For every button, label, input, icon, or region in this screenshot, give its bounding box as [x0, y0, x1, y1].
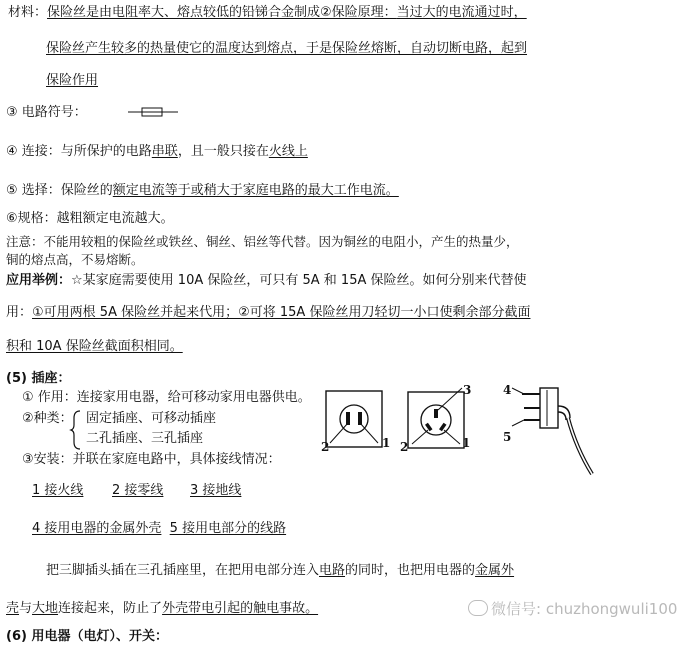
- choose-prefix: ⑤ 选择：保险丝的: [6, 183, 113, 198]
- wire-4-text: 4 接用电器的金属外壳: [32, 521, 162, 536]
- socket-heading-text: 插座：: [31, 371, 71, 386]
- material-line-2: 保险丝产生较多的热量使它的温度达到熔点，于是保险丝熔断，自动切断电路，起到: [46, 41, 528, 56]
- material-line-3: 保险作用: [46, 73, 99, 88]
- choose-line: [6, 182, 399, 200]
- connect-prefix: ④ 连接：与所保护的电路: [6, 144, 152, 159]
- fuse-symbol-icon: [128, 104, 178, 120]
- three-pin-plug-figure: [500, 378, 600, 488]
- connect-u2: 火线上: [268, 144, 308, 159]
- socket-kind-1: 固定插座、可移动插座: [86, 411, 217, 426]
- wire-1-text: 1 接火线: [32, 483, 84, 498]
- para1b: 电路: [319, 563, 346, 578]
- app-text-1: ☆某家庭需要使用 10A 保险丝，可只有 5A 和 15A 保险丝。如何分别来代替使: [71, 273, 527, 288]
- para2d: 连接起来，防止了: [58, 601, 163, 616]
- wire-4-5: [32, 520, 286, 538]
- appliance-heading-num: (6): [6, 629, 27, 644]
- watermark: [468, 600, 677, 618]
- material-text-1: 保险丝是由电阻率大、熔点较低的铅锑合金制成②保险原理：: [47, 5, 397, 20]
- wire-2: [112, 482, 163, 500]
- material-label: 材料：: [8, 5, 48, 20]
- appliance-heading-text: 用电器（电灯）、开关：: [31, 629, 168, 644]
- connect-line: [6, 143, 308, 161]
- app-line-1: [6, 272, 527, 290]
- spec-line: ⑥规格：越粗额定电流越大。: [6, 211, 174, 226]
- app-text-2a: 用：: [6, 305, 33, 320]
- wire-2-text: 2 接零线: [112, 483, 164, 498]
- choose-u1: 额定电流等于或稍大于家庭电路的最大工作电流。: [112, 183, 399, 198]
- note-line-2: 铜的熔点高，不易熔断。: [6, 252, 144, 267]
- para2a: 壳: [6, 601, 20, 616]
- wire-3: [190, 482, 241, 500]
- app-line-2: [6, 304, 530, 322]
- watermark-text: 微信号: chuzhongwuli100: [491, 600, 677, 618]
- socket-kind-label: ②种类：: [22, 411, 73, 426]
- para2b: 与: [19, 601, 33, 616]
- para1a: 把三脚插头插在三孔插座里，在把用电部分连入: [46, 563, 320, 578]
- para2e: 外壳带电引起的触电事故。: [162, 601, 319, 616]
- fig-c-label-5: 5: [503, 430, 512, 444]
- appliance-heading: [6, 628, 168, 646]
- wire-5-text: 5 接用电部分的线路: [169, 521, 287, 536]
- socket-heading-num: (5): [6, 371, 27, 386]
- app-line-3: 积和 10A 保险丝截面积相同。: [6, 339, 183, 354]
- fig-a-label-1: 1: [382, 436, 391, 450]
- connect-u1: 串联: [151, 144, 178, 159]
- fig-b-label-3: 3: [463, 383, 472, 397]
- socket-kind-2: 二孔插座、三孔插座: [86, 431, 204, 446]
- symbol-label: ③ 电路符号：: [6, 105, 87, 120]
- material-line-1: [8, 4, 527, 22]
- socket-use: ① 作用：连接家用电器，给可移动家用电器供电。: [22, 390, 311, 405]
- app-text-2b: ①可用两根 5A 保险丝并起来代用；②可将 15A 保险丝用刀轻切一小口使剩余部分截面: [32, 305, 531, 320]
- wechat-icon: [468, 600, 488, 616]
- connect-mid: ，且一般只接在: [177, 144, 269, 159]
- fig-b-label-2: 2: [400, 440, 409, 454]
- note-line-1: 注意：不能用较粗的保险丝或铁丝、铜丝、铝丝等代替。因为铜丝的电阻小，产生的热量少，: [6, 234, 519, 249]
- fig-c-label-4: 4: [503, 383, 512, 397]
- material-text-2: 当过大的电流通过时，: [396, 5, 527, 20]
- app-label: 应用举例：: [6, 273, 72, 288]
- fig-a-label-2: 2: [321, 440, 330, 454]
- socket-para-line-2: [6, 600, 318, 618]
- brace-icon: [70, 410, 82, 450]
- fig-b-label-1: 1: [462, 436, 471, 450]
- para1d: 金属外: [475, 563, 515, 578]
- wire-1: [32, 482, 83, 500]
- socket-para-line-1: [46, 562, 514, 580]
- socket-install: ③安装：并联在家庭电路中，具体接线情况：: [22, 452, 281, 467]
- para1c: 的同时，也把用电器的: [345, 563, 476, 578]
- wire-3-text: 3 接地线: [190, 483, 242, 498]
- socket-heading: [6, 370, 70, 388]
- para2c: 大地: [32, 601, 59, 616]
